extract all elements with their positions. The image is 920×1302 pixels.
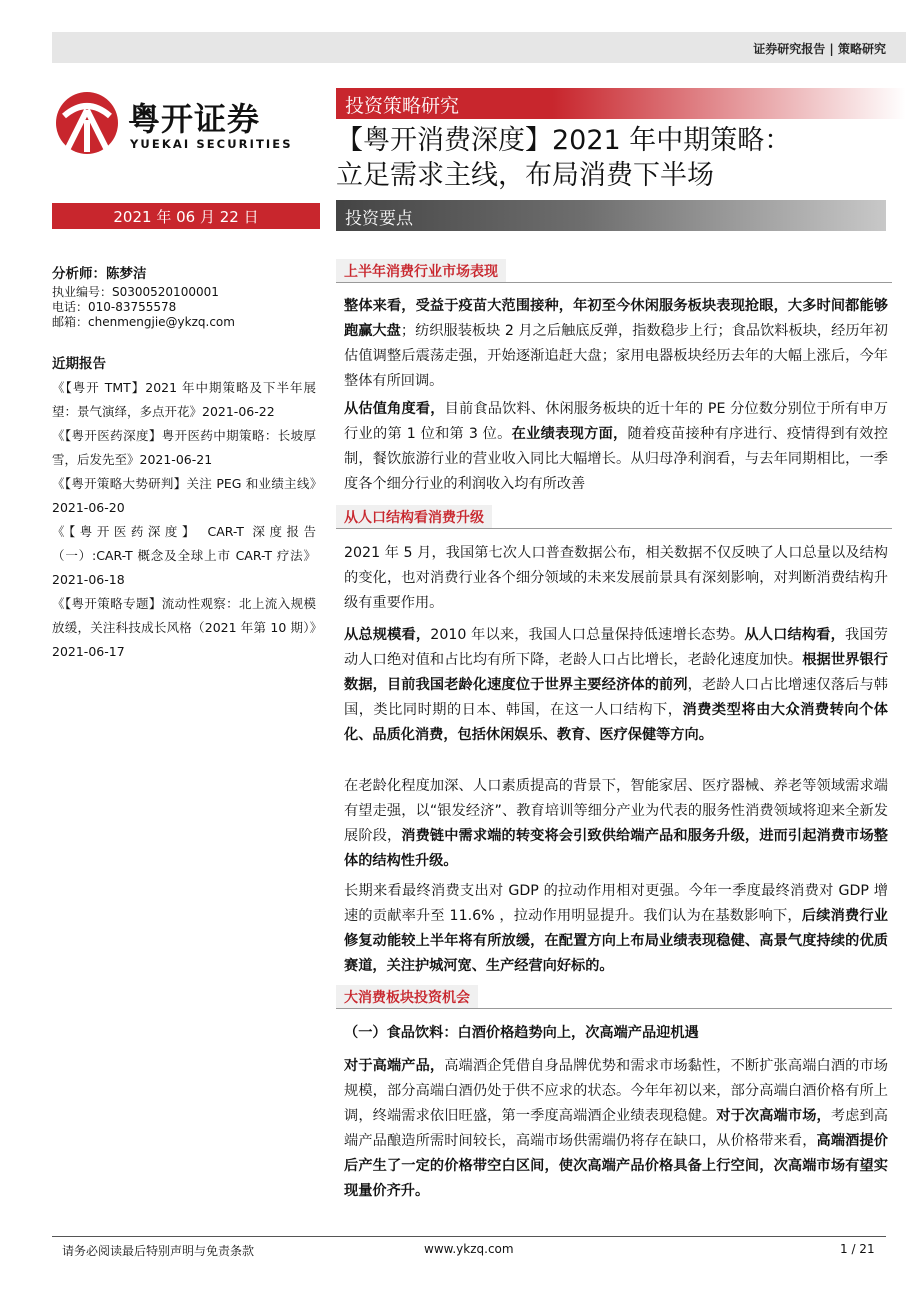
paragraph-3: [344, 541, 888, 616]
report-title: [336, 123, 906, 193]
bold-text-run: 高端酒提价后产生了一定的价格带空白区间，使次高端产品价格具备上行空间，次高端市场有望实现量价齐升。: [344, 1133, 888, 1199]
footer-divider: [52, 1236, 886, 1237]
section-heading-investment: [336, 985, 892, 1009]
report-date: 2021 年 06 月 22 日: [113, 208, 259, 226]
bold-text-run: 对于次高端市场，: [716, 1108, 831, 1124]
recent-report-item[interactable]: 《【粤开医药深度】 CAR-T 深度报告（一）:CAR-T 概念及全球上市 CAR-T 疗法》2021-06-18: [52, 524, 316, 587]
text-run: 高端酒企凭借自身品牌优势和需求市场黏性，不断扩张高端白酒的市场规模，部分高端白酒仍处于供不应求的状态。今年年初以来，部分高端白酒价格有所上调，终端需求依旧旺盛，第一季度高端酒企业绩表现稳健。: [344, 1058, 888, 1124]
analyst-email[interactable]: 邮箱：chenmengjie@ykzq.com: [52, 315, 235, 329]
logo-name-en: YUEKAI SECURITIES: [130, 137, 293, 151]
section-heading-population: [336, 505, 892, 529]
date-banner: [52, 203, 320, 229]
text-run: 长期来看最终消费支出对 GDP 的拉动作用相对更强。今年一季度最终消费对 GDP 增速的贡献率升至 11.6% ，拉动作用明显提升。我们认为在基数影响下，: [344, 883, 888, 924]
analyst-name: 分析师：陈梦洁: [52, 266, 147, 282]
recent-report-item[interactable]: 《【粤开医药深度】粤开医药中期策略：长坡厚雪，后发先至》2021-06-21: [52, 428, 316, 467]
recent-report-item[interactable]: 《【粤开 TMT】2021 年中期策略及下半年展望：景气演绎，多点开花》2021-06-22: [52, 380, 316, 419]
section-heading-label: 上半年消费行业市场表现: [336, 259, 506, 282]
text-run: 考虑到高端产品酿造所需时间较长，高端市场供需端仍将存在缺口，从价格带来看，: [344, 1108, 888, 1149]
keypoints-banner: [336, 200, 886, 231]
section-heading-market: [336, 259, 892, 283]
bold-text-run: 从估值角度看，: [344, 401, 445, 417]
paragraph-7: [344, 1054, 888, 1204]
recent-report-item[interactable]: 《【粤开策略大势研判】关注 PEG 和业绩主线》2021-06-20: [52, 476, 316, 515]
recent-reports-list: [52, 376, 316, 664]
title-line-2: 立足需求主线，布局消费下半场: [336, 160, 714, 191]
bold-text-run: 消费类型将由大众消费转向个体化、品质化消费，包括休闲娱乐、教育、医疗保健等方向。: [344, 702, 888, 743]
category-banner: [336, 88, 906, 119]
bold-text-run: 根据世界银行数据，目前我国老龄化速度位于世界主要经济体的前列: [344, 652, 888, 693]
analyst-license: 执业编号：S0300520100001: [52, 285, 219, 299]
logo-name-cn: 粤开证券: [128, 100, 261, 138]
category-label: 投资策略研究: [345, 95, 460, 117]
company-logo: [52, 88, 322, 158]
subsection-food-beverage: （一）食品饮料：白酒价格趋势向上，次高端产品迎机遇: [344, 1025, 699, 1041]
text-run: 我国劳动人口绝对值和占比均有所下降，老龄人口占比增长，老龄化速度加快。: [344, 627, 888, 668]
paragraph-5: [344, 774, 888, 874]
top-header-bar: [52, 32, 906, 63]
bold-text-run: 对于高端产品，: [344, 1058, 445, 1074]
bold-text-run: 整体来看，受益于疫苗大范围接种，年初至今休闲服务板块表现抢眼，大多时间都能够跑赢大盘: [344, 298, 888, 339]
footer-page-number: 1 / 21: [840, 1242, 875, 1256]
text-run: 随着疫苗接种有序进行、疫情得到有效控制，餐饮旅游行业的营业收入同比大幅增长。从归母净利润看，与去年同期相比，一季度各个细分行业的利润收入均有所改善: [344, 426, 888, 492]
bold-text-run: 从总规模看，: [344, 627, 431, 643]
text-run: ；纺织服装板块 2 月之后触底反弹，指数稳步上行；食品饮料板块，经历年初估值调整后震荡走强，开始逐渐追赶大盘；家用电器板块经历去年的大幅上涨后，今年整体有所回调。: [344, 323, 888, 389]
bold-text-run: 消费链中需求端的转变将会引致供给端产品和服务升级，进而引起消费市场整体的结构性升级。: [344, 828, 888, 869]
report-type-label: 证券研究报告 | 策略研究: [753, 42, 886, 56]
yuekai-logo-icon: [54, 90, 120, 156]
section-heading-label: 大消费板块投资机会: [336, 985, 478, 1008]
footer-website[interactable]: www.ykzq.com: [424, 1242, 514, 1256]
paragraph-1: [344, 294, 888, 394]
bold-text-run: 后续消费行业修复动能较上半年将有所放缓，在配置方向上布局业绩表现稳健、高景气度持续的优质赛道，关注护城河宽、生产经营向好标的。: [344, 908, 888, 974]
footer-disclaimer[interactable]: 请务必阅读最后特别声明与免责条款: [62, 1244, 255, 1258]
recent-report-item[interactable]: 《【粤开策略专题】流动性观察：北上流入规模放缓，关注科技成长风格（2021 年第 10 期）》2021-06-17: [52, 596, 316, 659]
text-run: ，老龄人口占比增速仅落后与韩国，类比同时期的日本、韩国，在这一人口结构下，: [344, 677, 888, 718]
analyst-phone: 电话：010-83755578: [52, 300, 177, 314]
title-line-1: 【粤开消费深度】2021 年中期策略：: [336, 125, 792, 156]
text-run: 在老龄化程度加深、人口素质提高的背景下，智能家居、医疗器械、养老等领域需求端有望走强，以“银发经济”、教育培训等细分产业为代表的服务性消费领域将迎来全新发展阶段，: [344, 778, 888, 844]
keypoints-label: 投资要点: [345, 209, 413, 229]
section-heading-label: 从人口结构看消费升级: [336, 505, 492, 528]
recent-reports-title: 近期报告: [52, 356, 106, 372]
text-run: 目前食品饮料、休闲服务板块的近十年的 PE 分位数分别位于所有申万行业的第 1 位和第 3 位。: [344, 401, 888, 442]
text-run: 2010 年以来，我国人口总量保持低速增长态势。: [430, 627, 745, 643]
left-sidebar: [52, 262, 316, 664]
paragraph-2: [344, 397, 888, 497]
text-run: 2021 年 5 月，我国第七次人口普查数据公布，相关数据不仅反映了人口总量以及结构的变化，也对消费行业各个细分领域的未来发展前景具有深刻影响，对判断消费结构升级有重要作用。: [344, 545, 888, 611]
paragraph-6: [344, 879, 888, 979]
paragraph-4: [344, 623, 888, 748]
bold-text-run: 从人口结构看，: [744, 627, 846, 643]
bold-text-run: 在业绩表现方面，: [511, 426, 628, 442]
